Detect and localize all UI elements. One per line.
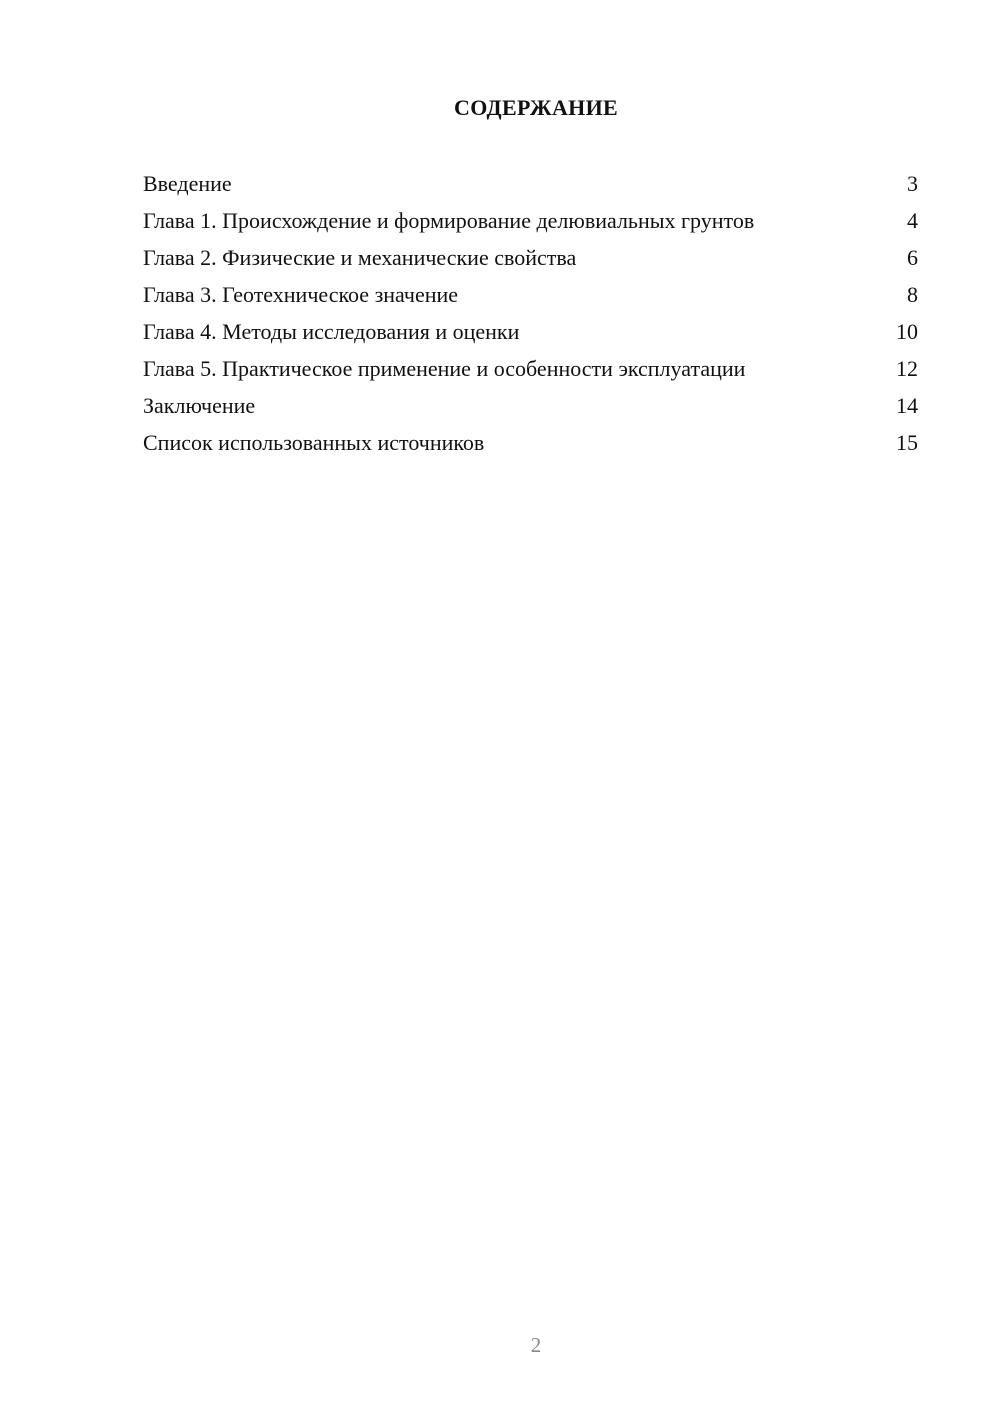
toc-entry-page: 4 [907, 208, 918, 233]
toc-entry-introduction [143, 170, 918, 197]
toc-entry-title: Заключение [143, 393, 256, 418]
toc-entry-page: 8 [907, 282, 918, 307]
toc-entry-title: Глава 5. Практическое применение и особенности эксплуатации [143, 356, 746, 381]
toc-entry-page: 10 [896, 319, 918, 344]
toc-entry-title: Глава 4. Методы исследования и оценки [143, 319, 520, 344]
toc-entry-references [143, 429, 918, 456]
toc-entry-page: 6 [907, 245, 918, 270]
toc-entry-title: Глава 3. Геотехническое значение [143, 282, 459, 307]
toc-entry-chapter-1 [143, 207, 918, 234]
toc-entry-page: 12 [896, 356, 918, 381]
toc-entry-page: 14 [896, 393, 918, 418]
toc-entry-chapter-4 [143, 318, 918, 345]
page-number: 2 [530, 1333, 542, 1357]
table-of-contents [143, 170, 918, 466]
toc-entry-title: Введение [143, 171, 232, 196]
toc-entry-conclusion [143, 392, 918, 419]
toc-entry-chapter-5 [143, 355, 918, 382]
toc-entry-title: Глава 1. Происхождение и формирование делювиальных грунтов [143, 208, 755, 233]
toc-entry-title: Список использованных источников [143, 430, 485, 455]
page-title: СОДЕРЖАНИЕ [454, 95, 618, 120]
toc-entry-page: 15 [896, 430, 918, 455]
toc-entry-title: Глава 2. Физические и механические свойства [143, 245, 577, 270]
toc-entry-page: 3 [907, 171, 918, 196]
toc-entry-chapter-3 [143, 281, 918, 308]
toc-entry-chapter-2 [143, 244, 918, 271]
